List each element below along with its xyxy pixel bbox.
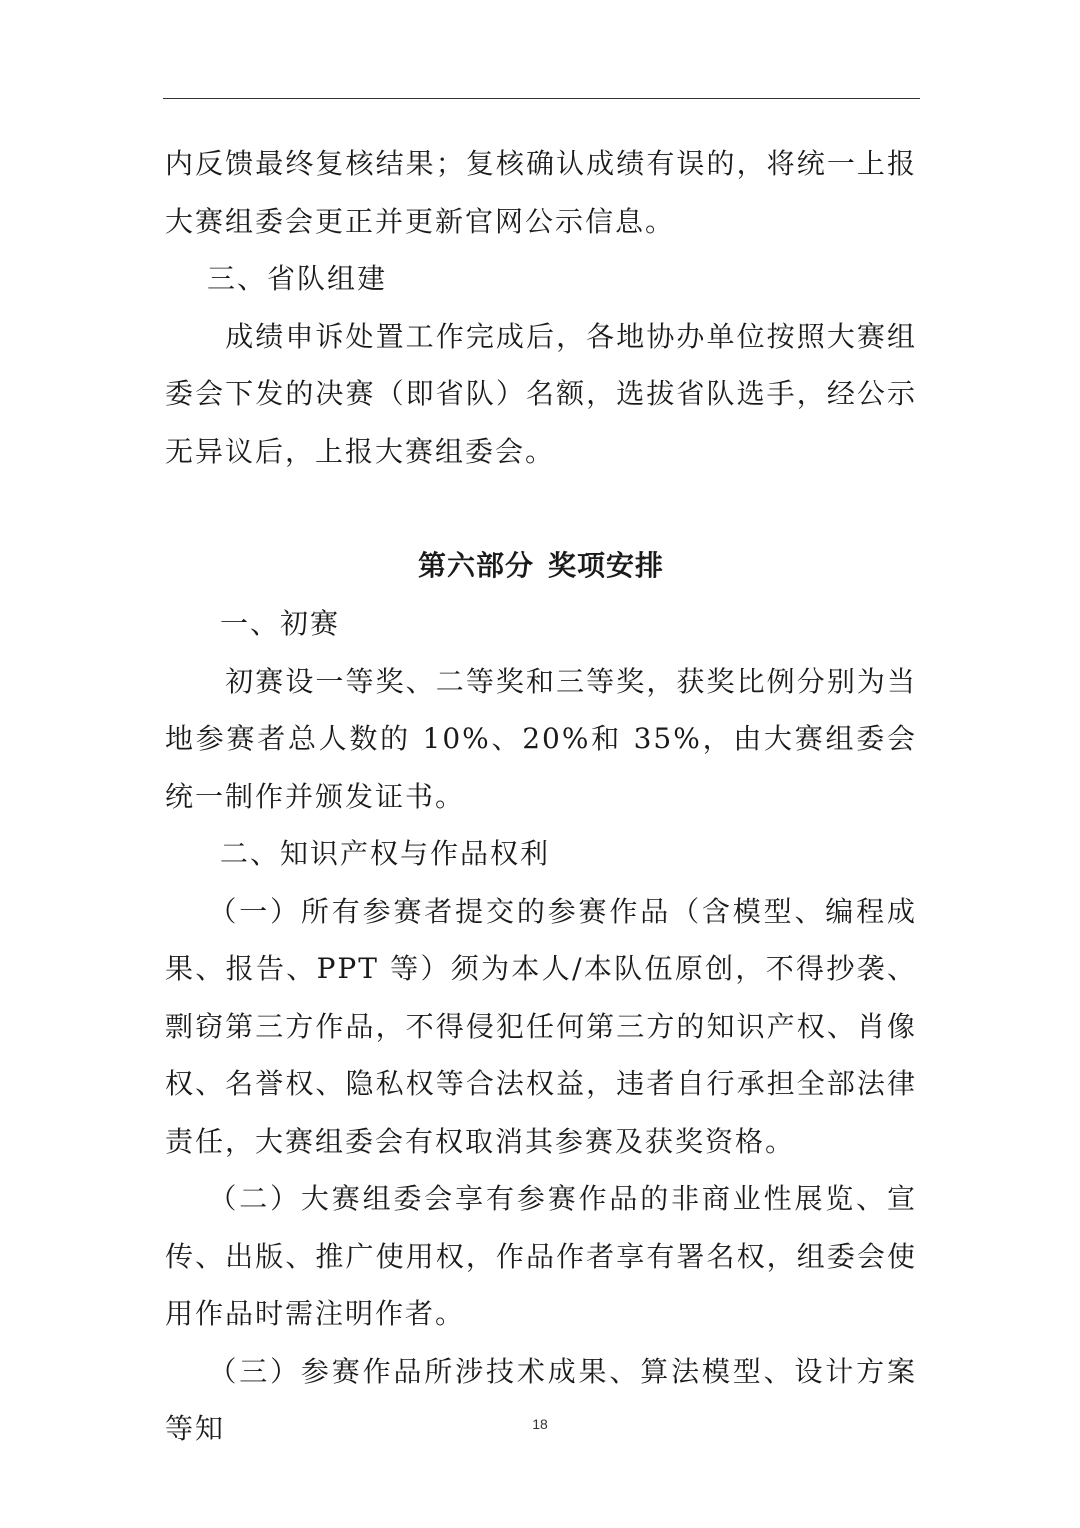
item-heading-preliminary: 一、初赛 [220,607,341,640]
section-title-part: 第六部分 [417,549,534,582]
paragraph-continuation: 内反馈最终复核结果；复核确认成绩有误的，将统一上报大赛组委会更正并更新官网公示信息。 [165,147,917,238]
header-rule [163,98,920,99]
page-number: 18 [532,1416,548,1432]
page-content [165,135,917,1458]
paragraph-ip-sub2: （二）大赛组委会享有参赛作品的非商业性展览、宣传、出版、推广使用权，作品作者享有署名权，组委会使用作品时需注明作者。 [165,1182,917,1330]
paragraph-ip-sub3: （三）参赛作品所涉技术成果、算法模型、设计方案等知 [165,1354,917,1445]
paragraph-ip-sub1: （一）所有参赛者提交的参赛作品（含模型、编程成果、报告、PPT 等）须为本人/本队伍原创，不得抄袭、剽窃第三方作品，不得侵犯任何第三方的知识产权、肖像权、名誉权、隐私权等合法权益，违者自行承担全部法律责任，大赛组委会有权取消其参赛及获奖资格。 [165,894,917,1158]
section-title-name: 奖项安排 [548,549,665,582]
paragraph-preliminary: 初赛设一等奖、二等奖和三等奖，获奖比例分别为当地参赛者总人数的 10%、20%和 35%，由大赛组委会统一制作并颁发证书。 [165,664,917,813]
paragraph-provincial-team: 成绩申诉处置工作完成后，各地协办单位按照大赛组委会下发的决赛（即省队）名额，选拔省队选手，经公示无异议后，上报大赛组委会。 [165,319,917,468]
item-heading-provincial-team: 三、省队组建 [207,262,388,295]
section-title [165,541,917,591]
item-heading-ip-rights: 二、知识产权与作品权利 [220,837,551,870]
